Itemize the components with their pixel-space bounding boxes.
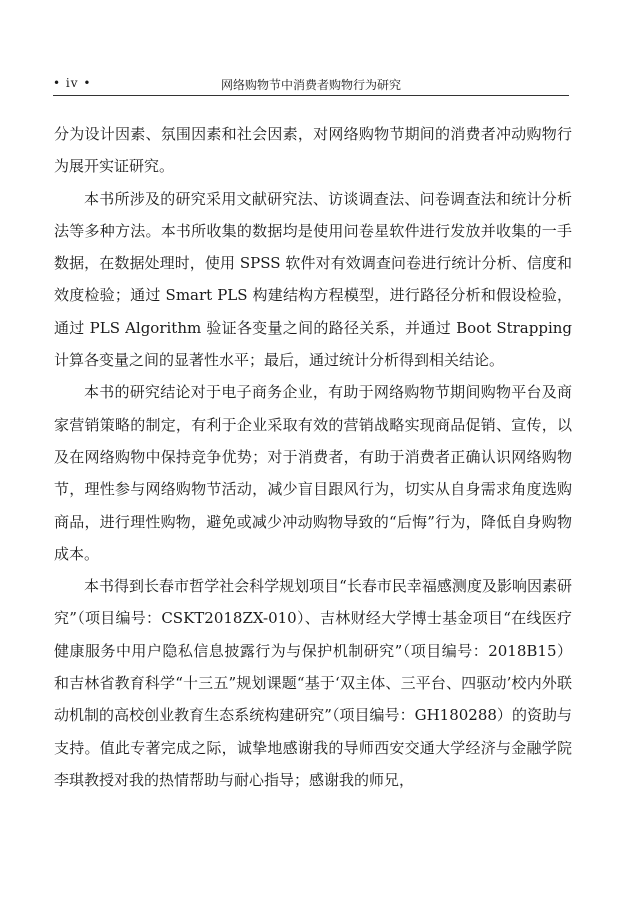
header-rule (53, 95, 569, 96)
page-number: • iv • (53, 76, 92, 90)
paragraph-continued: 分为设计因素、氛围因素和社会因素，对网络购物节期间的消费者冲动购物行为展开实证研究。 (54, 125, 572, 176)
running-title: 网络购物节中消费者购物行为研究 (220, 78, 401, 92)
paragraph-conclusions: 本书的研究结论对于电子商务企业，有助于网络购物节期间购物平台及商家营销策略的制定，有利于企业采取有效的营销战略实现商品促销、宣传，以及在网络购物中保持竞争优势；对于消费者，有助于消费者正确认识网络购物节，理性参与网络购物节活动，减少盲目跟风行为，切实从自身需求角度选购商品，进行理性购物，避免或减少冲动购物导致的“后悔”行为，降低自身购物成本。 (54, 383, 572, 563)
page-header (53, 73, 569, 95)
paragraph-methods: 本书所涉及的研究采用文献研究法、访谈调查法、问卷调查法和统计分析法等多种方法。本书所收集的数据均是使用问卷星软件进行发放并收集的一手数据，在数据处理时，使用 SPSS 软件对有效调查问卷进行统计分析、信度和效度检验；通过 Smart PLS 构建结构方程模型，进行路径分析和假设检验，通过 PLS Algorithm 验证各变量之间的路径关系，并通过 Boot Strapping 计算各变量之间的显著性水平；最后，通过统计分析得到相关结论。 (54, 189, 572, 370)
paragraph-acknowledgements: 本书得到长春市哲学社会科学规划项目“长春市民幸福感测度及影响因素研究”（项目编号：CSKT2018ZX-010）、吉林财经大学博士基金项目“在线医疗健康服务中用户隐私信息披露行为与保护机制研究”（项目编号：2018B15）和吉林省教育科学“十三五”规划课题“基于‘双主体、三平台、四驱动’校内外联动机制的高校创业教育生态系统构建研究”（项目编号：GH180288）的资助与支持。值此专著完成之际，诚挚地感谢我的导师西安交通大学经济与金融学院李琪教授对我的热情帮助与耐心指导；感谢我的师兄， (54, 577, 572, 789)
body-text (54, 118, 572, 796)
